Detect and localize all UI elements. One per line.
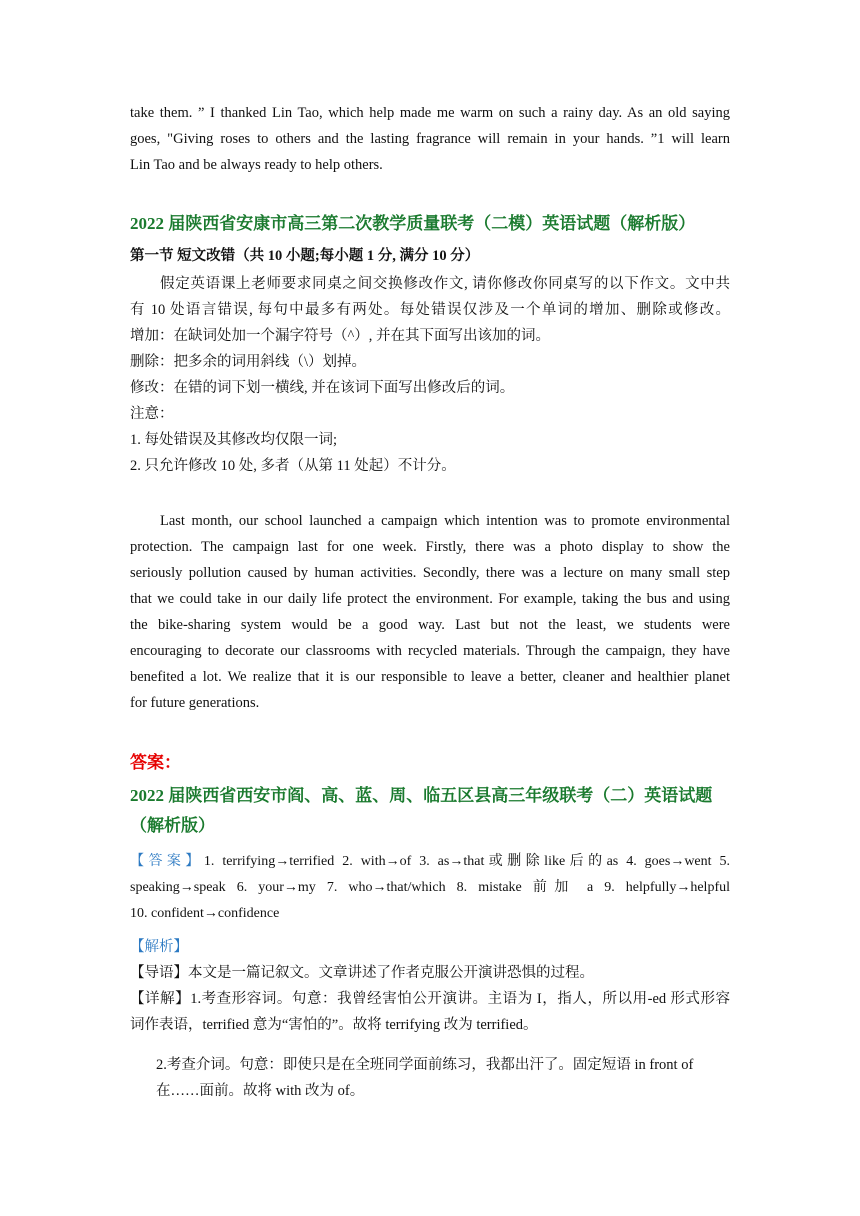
answer-line: 10. confident→confidence: [130, 906, 280, 921]
instruction-line: 删除：把多余的词用斜线（\）划掉。: [130, 354, 367, 370]
instruction-line: 假定英语课上老师要求同桌之间交换修改作文, 请你修改你同桌写的以下作文。文中共: [160, 276, 730, 292]
top-paragraph: [130, 100, 730, 178]
answer-label: 答案：: [130, 753, 181, 772]
passage-line: encouraging to decorate our classrooms with recycled materials. Through the campaign, they have: [130, 643, 730, 659]
guide-line: 【导语】本文是一篇记叙文。文章讲述了作者克服公开演讲恐惧的过程。: [130, 965, 594, 981]
passage-line: protection. The campaign last for one week. Firstly, there was a photo display to show the: [130, 539, 730, 555]
instruction-line: 注意：: [130, 406, 174, 422]
instruction-line: 有 10 处语言错误, 每句中最多有两处。每处错误仅涉及一个单词的增加、删除或修改。: [130, 302, 730, 318]
item2-line: 在……面前。故将 with 改为 of。: [156, 1083, 365, 1099]
analysis-tag: 【解析】: [130, 939, 188, 955]
answer-block: [130, 849, 730, 927]
text-line: goes, "Giving roses to others and the lasting fragrance will remain in your hands. ”1 will learn: [130, 131, 730, 147]
answer-text: 1. terrifying→terrified 2. with→of 3. as→that或删除like后的as 4. goes→went 5.: [203, 854, 730, 869]
instruction-line: 2. 只允许修改 10 处, 多者（从第 11 处起）不计分。: [130, 458, 456, 474]
section1-subtitle: [130, 243, 730, 269]
passage-line: Last month, our school launched a campaign which intention was to promote environmental: [160, 513, 730, 529]
item2-block: [156, 1052, 721, 1104]
answer-line: [130, 849, 730, 875]
item2-line: 2.考查介词。句意：即使只是在全班同学面前练习，我都出汗了。固定短语 in front of: [156, 1057, 694, 1073]
section2-title: [130, 781, 740, 841]
detail-line: 词作表语，terrified 意为“害怕的”。故将 terrifying 改为 terrified。: [130, 1017, 538, 1033]
instruction-line: 增加：在缺词处加一个漏字符号（^）, 并在其下面写出该加的词。: [130, 328, 551, 344]
section1-title: 2022 届陕西省安康市高三第二次教学质量联考（二模）英语试题（解析版）: [130, 214, 696, 233]
analysis-block: [130, 934, 730, 1038]
answer-tag: 【答案】: [130, 854, 204, 869]
passage: [130, 508, 730, 716]
subtitle-text: 第一节 短文改错（共 10 小题;每小题 1 分, 满分 10 分）: [130, 248, 480, 264]
text-line: Lin Tao and be always ready to help others.: [130, 157, 383, 173]
instructions: [130, 271, 730, 479]
instruction-line: 修改：在错的词下划一横线, 并在该词下面写出修改后的词。: [130, 380, 515, 396]
passage-line: benefited a lot. We realize that it is our responsible to leave a better, cleaner and healthier planet: [130, 669, 730, 685]
instruction-line: 1. 每处错误及其修改均仅限一词;: [130, 432, 338, 448]
passage-line: that we could take in our daily life protect the environment. For example, taking the bus and using: [130, 591, 730, 607]
answer-line: speaking→speak 6. your→my 7. who→that/which 8. mistake 前加 a 9. helpfully→helpful: [130, 880, 730, 895]
section2-title-line: 2022 届陕西省西安市阎、高、蓝、周、临五区县高三年级联考（二）英语试题: [130, 786, 713, 805]
passage-line: for future generations.: [130, 695, 260, 711]
detail-line: 【详解】1.考查形容词。句意：我曾经害怕公开演讲。主语为 I，指人，所以用-ed 形式形容: [130, 991, 730, 1007]
section2-title-line: （解析版）: [130, 816, 215, 835]
text-line: take them. ” I thanked Lin Tao, which help made me warm on such a rainy day. As an old saying: [130, 105, 730, 121]
passage-line: the bike-sharing system would be a good way. Last but not the least, we students were: [130, 617, 730, 633]
passage-line: seriously pollution caused by human activities. Secondly, there was a lecture on many small step: [130, 565, 730, 581]
